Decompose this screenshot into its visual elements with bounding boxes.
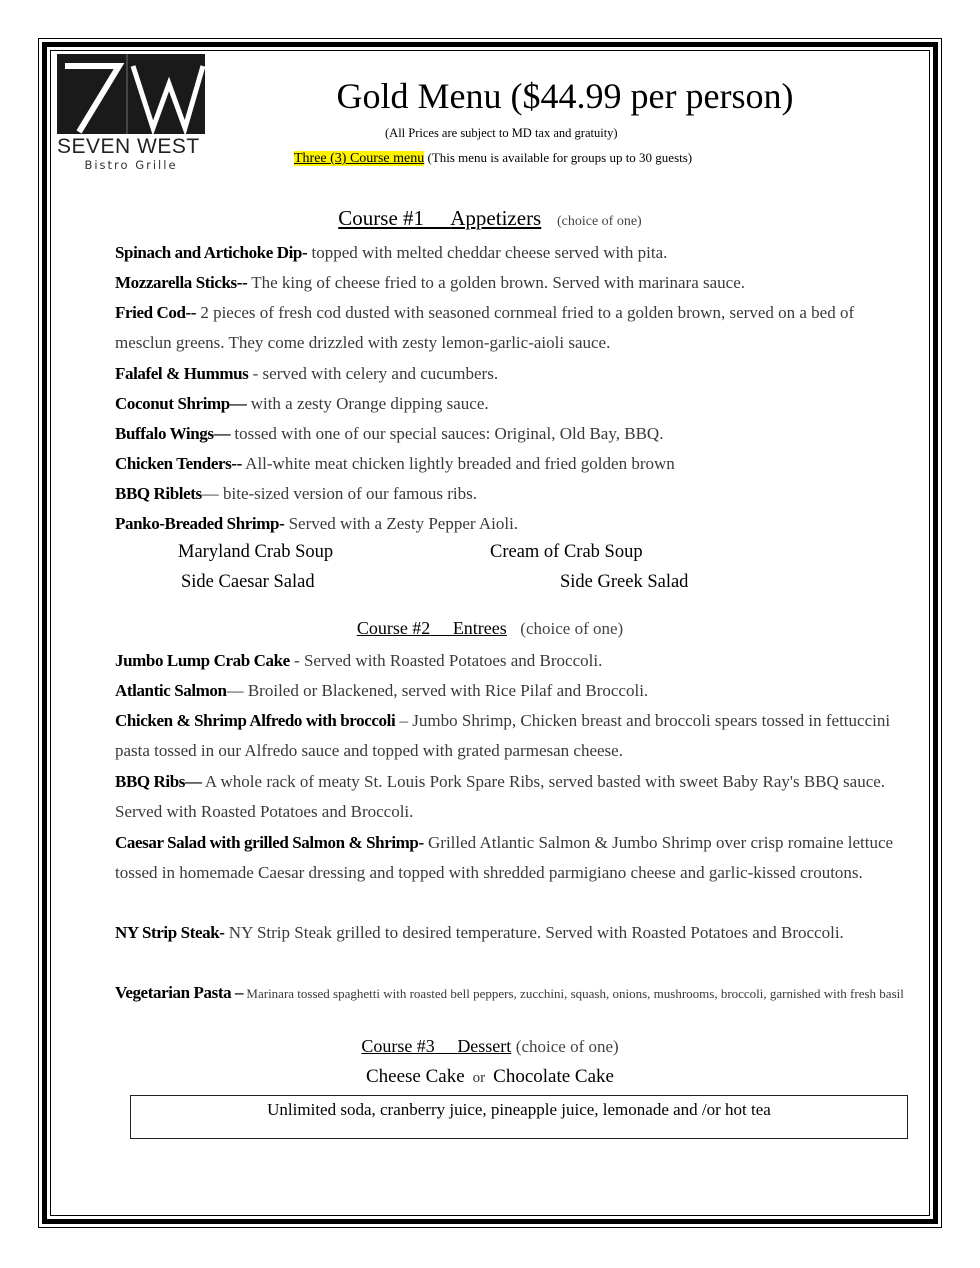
course-3-category: Dessert	[457, 1036, 512, 1056]
appetizer-item: Fried Cod-- 2 pieces of fresh cod dusted with seasoned cornmeal fried to a golden brown, served on a bed of mesclun greens. They come drizzled with zesty lemon-garlic-aioli sauce.	[115, 303, 855, 352]
menu-title: Gold Menu ($44.99 per person)	[336, 76, 794, 116]
course-2-note: (choice of one)	[520, 619, 624, 638]
course-1-category: Appetizers	[450, 206, 542, 230]
course-3-heading	[0, 1036, 980, 1057]
side-item: Cream of Crab Soup	[490, 542, 643, 562]
dessert-option: Cheese Cake	[366, 1066, 465, 1087]
course-3-label: Course #3	[361, 1036, 435, 1056]
entree-item: Atlantic Salmon— Broiled or Blackened, served with Rice Pilaf and Broccoli.	[115, 681, 649, 700]
course-1-note: (choice of one)	[556, 214, 642, 229]
appetizer-item: Chicken Tenders-- All-white meat chicken lightly breaded and fried golden brown	[115, 454, 675, 473]
logo-name: SEVEN WEST	[57, 135, 200, 158]
dessert-separator: or	[472, 1070, 486, 1086]
course-info	[294, 150, 692, 167]
course-2-label: Course #2	[356, 618, 431, 638]
appetizer-item: Coconut Shrimp— with a zesty Orange dipping sauce.	[115, 394, 489, 413]
dessert-option: Chocolate Cake	[493, 1066, 614, 1087]
course-2-category: Entrees	[452, 618, 507, 638]
drinks-box: Unlimited soda, cranberry juice, pineapple juice, lemonade and /or hot tea	[130, 1095, 908, 1139]
course-2-heading	[0, 618, 980, 639]
side-item: Side Caesar Salad	[181, 572, 315, 592]
availability-note: (This menu is available for groups up to 30 guests)	[427, 150, 693, 165]
entree-item: Caesar Salad with grilled Salmon & Shrimp- Grilled Atlantic Salmon & Jumbo Shrimp over crisp romaine lettuce tossed in homemade Caesar dressing and topped with shredded parmigiano cheese and garlic-kissed croutons.	[115, 833, 894, 882]
appetizer-item: Buffalo Wings— tossed with one of our special sauces: Original, Old Bay, BBQ.	[115, 424, 664, 443]
entree-item: BBQ Ribs— A whole rack of meaty St. Louis Pork Spare Ribs, served basted with sweet Baby Ray's BBQ sauce. Served with Roasted Potatoes and Broccoli.	[115, 772, 886, 821]
dessert-options	[0, 1066, 980, 1088]
entree-item: Chicken & Shrimp Alfredo with broccoli – Jumbo Shrimp, Chicken breast and broccoli spears tossed in fettuccini pasta tossed in our Alfredo sauce and topped with grated parmesan cheese.	[115, 711, 891, 760]
appetizer-item: Spinach and Artichoke Dip- topped with melted cheddar cheese served with pita.	[115, 243, 668, 262]
appetizer-item: Falafel & Hummus - served with celery and cucumbers.	[115, 364, 499, 383]
entree-item: Jumbo Lump Crab Cake - Served with Roasted Potatoes and Broccoli.	[115, 651, 603, 670]
entree-item: Vegetarian Pasta – Marinara tossed spaghetti with roasted bell peppers, zucchini, squash, onions, mushrooms, broccoli, garnished with fresh basil	[115, 983, 904, 1002]
logo-mark-7w-icon	[57, 54, 205, 134]
course-1-label: Course #1	[338, 206, 425, 230]
course-3-note: (choice of one)	[515, 1037, 619, 1056]
course-1-heading	[0, 206, 980, 231]
logo-subtitle: Bistro Grille	[84, 158, 178, 172]
appetizer-item: BBQ Riblets— bite-sized version of our famous ribs.	[115, 484, 478, 503]
side-item: Maryland Crab Soup	[178, 542, 334, 562]
course-count-highlight: Three (3) Course menu	[294, 151, 425, 166]
entree-item: NY Strip Steak- NY Strip Steak grilled to desired temperature. Served with Roasted Potatoes and Broccoli.	[115, 923, 844, 942]
side-item: Side Greek Salad	[560, 572, 689, 592]
restaurant-logo	[57, 54, 205, 172]
appetizer-item: Panko-Breaded Shrimp- Served with a Zesty Pepper Aioli.	[115, 514, 519, 533]
appetizer-item: Mozzarella Sticks-- The king of cheese fried to a golden brown. Served with marinara sauce.	[115, 273, 746, 292]
seven-w-glyph-icon	[57, 54, 205, 134]
tax-note: (All Prices are subject to MD tax and gratuity)	[385, 126, 618, 140]
logo-divider	[126, 54, 128, 134]
